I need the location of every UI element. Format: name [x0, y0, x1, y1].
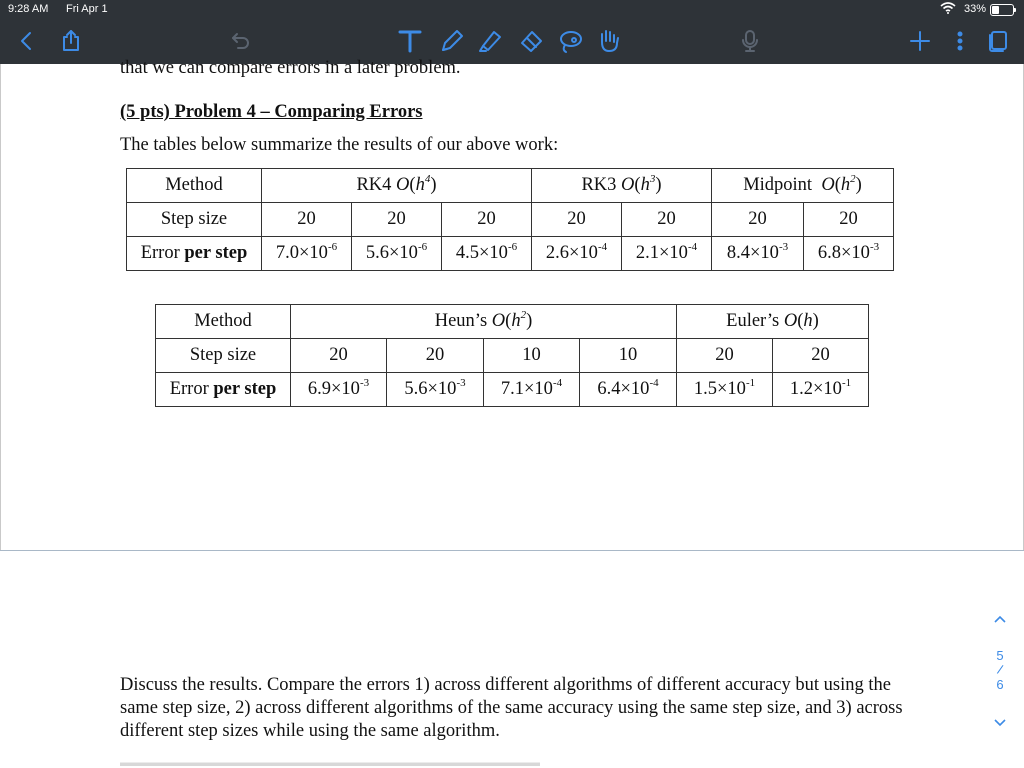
- step-cell: 20: [387, 339, 484, 373]
- step-cell: 20: [773, 339, 869, 373]
- pen-icon[interactable]: [437, 26, 467, 56]
- error-cell: [291, 373, 387, 407]
- order-letter: O: [396, 175, 410, 196]
- page-total: 6: [996, 677, 1004, 692]
- error-mantissa: 7.1×10: [500, 379, 553, 400]
- lasso-icon[interactable]: [555, 26, 585, 56]
- group-header: Euler’s O(h): [677, 305, 869, 339]
- order-h: h: [415, 175, 425, 196]
- page-separator-slash: /: [995, 661, 1005, 678]
- intro-text: The tables below summarize the results of our above work:: [120, 135, 559, 155]
- errors-table-1: [126, 168, 894, 271]
- order-h: h: [840, 175, 851, 196]
- order-letter: O: [621, 175, 635, 196]
- add-icon[interactable]: [905, 26, 935, 56]
- error-cell: [677, 373, 773, 407]
- error-cell: [387, 373, 484, 407]
- back-icon[interactable]: [12, 26, 42, 56]
- step-size-label: Step size: [127, 203, 262, 237]
- top-bar: [0, 0, 1024, 64]
- status-date: Fri Apr 1: [66, 3, 108, 15]
- error-exponent: -6: [507, 241, 518, 254]
- order-letter: O: [491, 311, 506, 332]
- step-cell: 10: [484, 339, 580, 373]
- page-indicator: [992, 648, 1008, 692]
- order-h: h: [803, 311, 813, 331]
- error-mantissa: 8.4×10: [726, 243, 779, 264]
- undo-icon[interactable]: [226, 26, 256, 56]
- order-letter: O: [783, 311, 798, 331]
- error-mantissa: 6.9×10: [307, 379, 360, 400]
- table-row: [156, 305, 869, 339]
- step-cell: 20: [291, 339, 387, 373]
- page-current: 5: [996, 648, 1004, 663]
- group-header: RK4 $O(h^4)$: [262, 169, 532, 203]
- error-mantissa: 2.1×10: [635, 243, 688, 264]
- method-label: Method: [127, 169, 262, 203]
- order-h: h: [640, 175, 650, 196]
- method-label: Method: [156, 305, 291, 339]
- error-cell: [712, 237, 804, 271]
- error-exponent: -1: [841, 377, 852, 390]
- page-border-left: [0, 64, 1, 550]
- error-label-prefix: Error: [169, 379, 214, 399]
- text-tool-icon[interactable]: [395, 26, 425, 56]
- microphone-icon[interactable]: [735, 26, 765, 56]
- table-row: [127, 169, 894, 203]
- error-exponent: -3: [359, 377, 370, 390]
- group-header: Midpoint $O(h^2)$: [712, 169, 894, 203]
- battery-icon: [990, 4, 1014, 16]
- group-name: Heun’s: [434, 311, 492, 332]
- step-cell: 20: [677, 339, 773, 373]
- battery-percent: 33%: [963, 3, 986, 15]
- page-up-icon[interactable]: [992, 612, 1008, 627]
- error-cell: [484, 373, 580, 407]
- order-letter: O: [821, 175, 835, 196]
- error-exponent: -4: [687, 241, 698, 254]
- error-mantissa: 6.8×10: [817, 243, 870, 264]
- error-mantissa: 7.0×10: [275, 243, 328, 264]
- step-cell: 20: [622, 203, 712, 237]
- step-cell: 20: [532, 203, 622, 237]
- order-exponent: 4: [424, 173, 431, 186]
- hand-select-icon[interactable]: [594, 26, 624, 56]
- error-label-bold: per step: [184, 243, 248, 263]
- error-exponent: -3: [869, 241, 880, 254]
- error-cell: [622, 237, 712, 271]
- highlighter-icon[interactable]: [475, 26, 505, 56]
- group-name: RK3: [581, 175, 622, 196]
- document-canvas[interactable]: [0, 58, 1024, 768]
- group-header: Heun’s $O(h^2)$: [291, 305, 677, 339]
- error-cell: [262, 237, 352, 271]
- step-cell: 20: [804, 203, 894, 237]
- table-row: [156, 373, 869, 407]
- error-mantissa: 4.5×10: [455, 243, 508, 264]
- group-name: Euler’s: [726, 311, 784, 331]
- group-name: Midpoint: [743, 175, 822, 196]
- error-cell: [442, 237, 532, 271]
- error-exponent: -6: [327, 241, 338, 254]
- error-mantissa: 2.6×10: [545, 243, 598, 264]
- error-cell: [532, 237, 622, 271]
- pages-icon[interactable]: [983, 26, 1013, 56]
- step-cell: 20: [352, 203, 442, 237]
- error-mantissa: 1.2×10: [789, 379, 842, 400]
- errors-table-2: [155, 304, 869, 407]
- error-label: [156, 373, 291, 407]
- error-mantissa: 6.4×10: [597, 379, 650, 400]
- step-cell: 10: [580, 339, 677, 373]
- error-cell: [773, 373, 869, 407]
- cut-text-line: that we can compare errors in a later problem.: [120, 58, 461, 78]
- table-row: [127, 237, 894, 271]
- table-row: [156, 339, 869, 373]
- error-mantissa: 5.6×10: [365, 243, 418, 264]
- group-header: RK3 $O(h^3)$: [532, 169, 712, 203]
- discussion-prompt: Discuss the results. Compare the errors 1) across different algorithms of different accuracy but using the same step size, 2) across different algorithms of the same accuracy using the same step size, and 3) across different step sizes while using the same algorithm.: [120, 675, 903, 741]
- more-icon[interactable]: [945, 26, 975, 56]
- error-mantissa: 1.5×10: [693, 379, 746, 400]
- eraser-icon[interactable]: [516, 26, 546, 56]
- page-down-icon[interactable]: [992, 716, 1008, 731]
- order-exponent: 3: [649, 173, 656, 186]
- share-icon[interactable]: [56, 26, 86, 56]
- problem-heading: (5 pts) Problem 4 – Comparing Errors: [120, 102, 423, 122]
- step-cell: 20: [712, 203, 804, 237]
- order-h: h: [511, 311, 521, 332]
- error-exponent: -3: [456, 377, 466, 390]
- group-name: RK4: [356, 175, 397, 196]
- error-exponent: -4: [649, 377, 659, 390]
- error-label-prefix: Error: [140, 243, 185, 263]
- order-exponent: 2: [520, 309, 527, 322]
- step-cell: 20: [442, 203, 532, 237]
- page-separator: [0, 550, 1024, 551]
- error-label-bold: per step: [213, 379, 277, 399]
- order-exponent: 2: [850, 173, 856, 186]
- error-exponent: -3: [778, 241, 789, 254]
- error-label: [127, 237, 262, 271]
- error-exponent: -4: [552, 377, 563, 390]
- error-exponent: -1: [745, 377, 756, 390]
- step-cell: 20: [262, 203, 352, 237]
- error-exponent: -4: [597, 241, 608, 254]
- table-row: [127, 203, 894, 237]
- error-cell: [580, 373, 677, 407]
- error-cell: [804, 237, 894, 271]
- step-size-label: Step size: [156, 339, 291, 373]
- status-time: 9:28 AM: [8, 3, 49, 15]
- error-mantissa: 5.6×10: [404, 379, 457, 400]
- wifi-icon: [940, 2, 956, 14]
- error-cell: [352, 237, 442, 271]
- error-exponent: -6: [417, 241, 428, 254]
- cut-off-next-line: [120, 760, 540, 766]
